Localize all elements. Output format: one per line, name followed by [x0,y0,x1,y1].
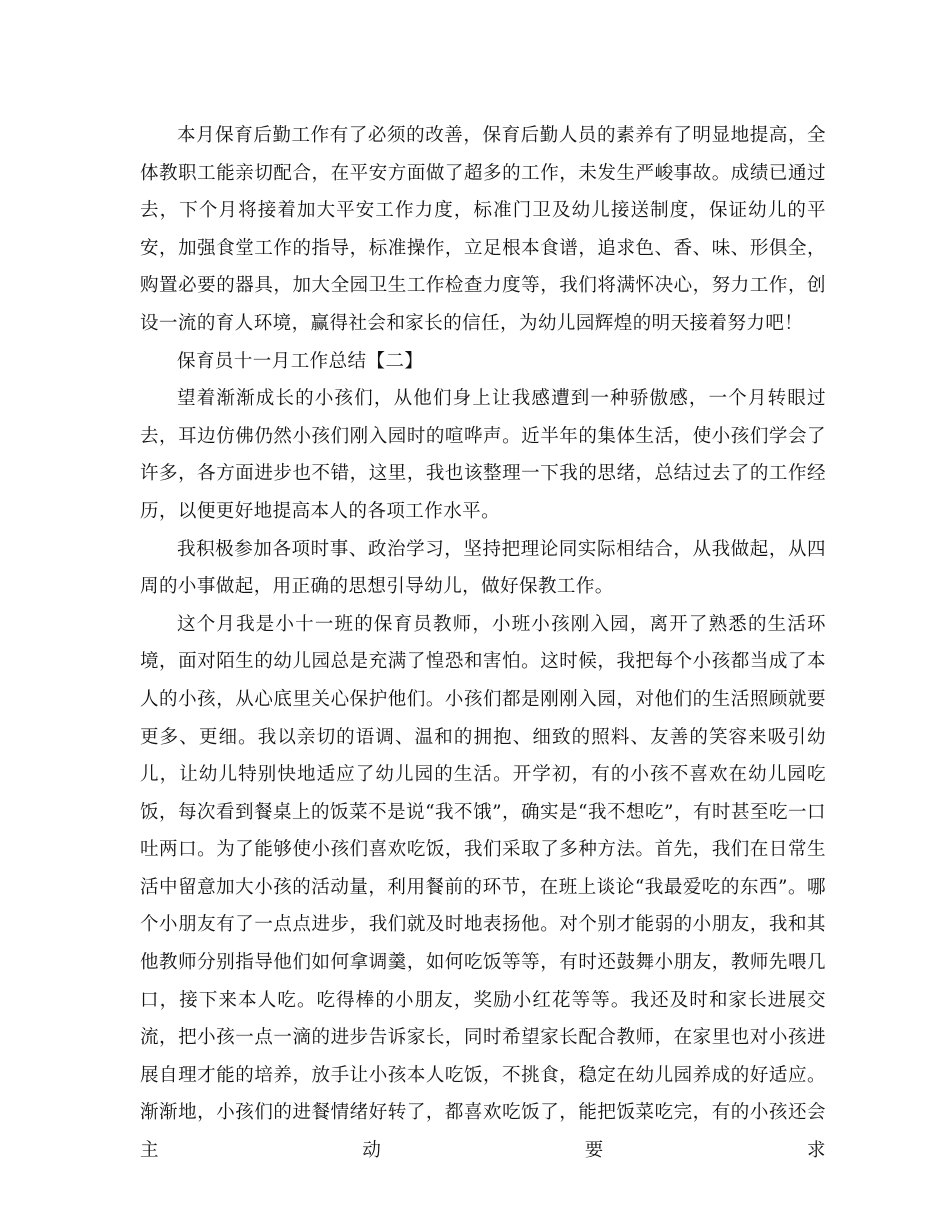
paragraph-safety-summary: 本月保育后勤工作有了必须的改善，保育后勤人员的素养有了明显地提高，全体教职工能亲切配合，在平安方面做了超多的工作，未发生严峻事故。成绩已通过去，下个月将接着加大平安工作力度，标准门卫及幼儿接送制度，保证幼儿的平安，加强食堂工作的指导，标准操作，立足根本食谱，追求色、香、味、形俱全，购置必要的器具，加大全园卫生工作检查力度等，我们将满怀决心，努力工作，创设一流的育人环境，赢得社会和家长的信任，为幼儿园辉煌的明天接着努力吧！ [140,125,826,334]
paragraph-class-work: 这个月我是小十一班的保育员教师，小班小孩刚入园，离开了熟悉的生活环境，面对陌生的幼儿园总是充满了惶恐和害怕。这时候，我把每个小孩都当成了本人的小孩，从心底里关心保护他们。小孩们都是刚刚入园，对他们的生活照顾就要更多、更细。我以亲切的语调、温和的拥抱、细致的照料、友善的笑容来吸引幼儿，让幼儿特别快地适应了幼儿园的生活。开学初，有的小孩不喜欢在幼儿园吃饭，每次看到餐桌上的饭菜不是说“我不饿”，确实是“我不想吃”，有时甚至吃一口吐两口。为了能够使小孩们喜欢吃饭，我们采取了多种方法。首先，我们在日常生活中留意加大小孩的活动量，利用餐前的环节，在班上谈论“我最爱吃的东西”。哪个小朋友有了一点点进步，我们就及时地表扬他。对个别才能弱的小朋友，我和其他教师分别指导他们如何拿调羹，如何吃饭等等，有时还鼓舞小朋友，教师先喂几口，接下来本人吃。吃得棒的小朋友，奖励小红花等等。我还及时和家长进展交流，把小孩一点一滴的进步告诉家长，同时希望家长配合教师，在家里也对小孩进展自理才能的培养，放手让小孩本人吃饭，不挑食，稳定在幼儿园养成的好适应。渐渐地，小孩们的进餐情绪好转了，都喜欢吃饭了，能把饭菜吃完，有的小孩还会主动要求 [140,613,826,1162]
document-page [140,117,826,1170]
paragraph-study: 我积极参加各项时事、政治学习，坚持把理论同实际相结合，从我做起，从四周的小事做起，用正确的思想引导幼儿，做好保教工作。 [140,538,826,598]
paragraph-growth-intro: 望着渐渐成长的小孩们，从他们身上让我感遭到一种骄傲感，一个月转眼过去，耳边仿佛仍然小孩们刚入园时的喧哗声。近半年的集体生活，使小孩们学会了许多，各方面进步也不错，这里，我也该整理一下我的思绪，总结过去了的工作经历，以便更好地提高本人的各项工作水平。 [140,388,826,522]
section-heading: 保育员十一月工作总结【二】 [177,350,424,372]
